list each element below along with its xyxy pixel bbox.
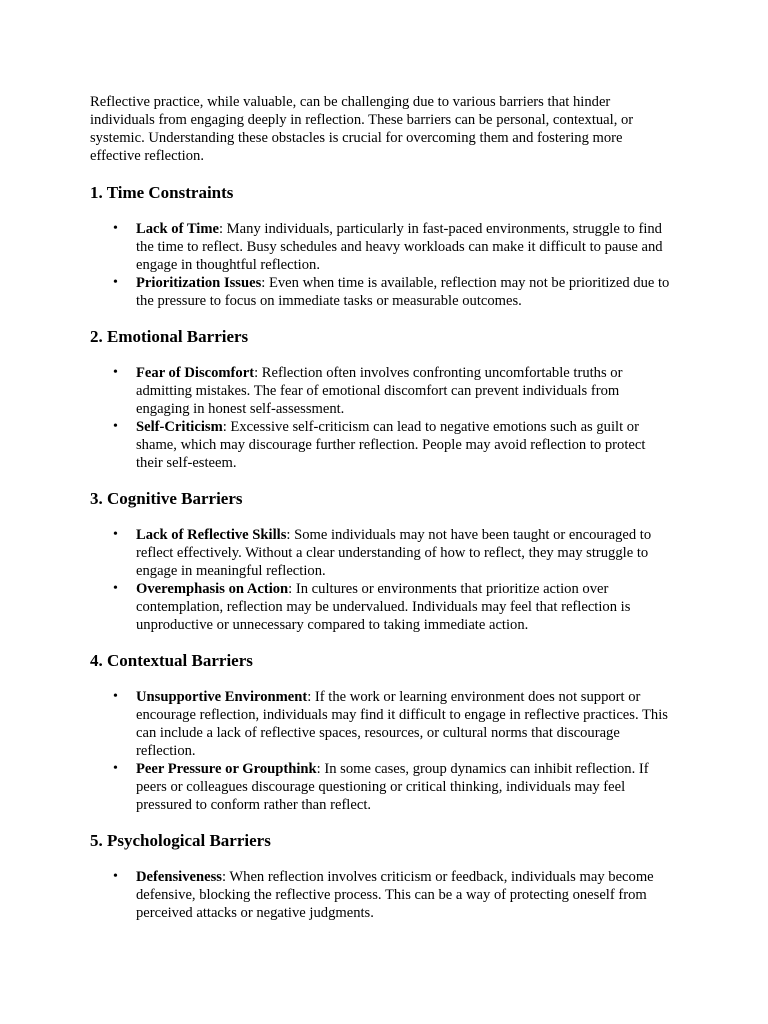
bullet-icon: • xyxy=(113,526,118,542)
bullet-list xyxy=(90,688,672,814)
list-item xyxy=(113,364,672,418)
list-item xyxy=(113,688,672,760)
bullet-list xyxy=(90,364,672,472)
item-text: : If the work or learning environment does not support or encourage reflection, individuals may find it difficult to engage in reflective practices. This can include a lack of reflective spaces, resources, or cultural norms that discourage reflection. xyxy=(136,688,668,759)
bullet-icon: • xyxy=(113,274,118,290)
bullet-icon: • xyxy=(113,760,118,776)
item-term: Lack of Time xyxy=(136,220,219,237)
item-text: : In cultures or environments that prioritize action over contemplation, reflection may be undervalued. Individuals may feel that reflection is unproductive or unnecessary compared to taking immediate action. xyxy=(136,580,631,633)
item-term: Overemphasis on Action xyxy=(136,580,289,597)
item-text: : Many individuals, particularly in fast-paced environments, struggle to find the time to reflect. Busy schedules and heavy workloads can make it difficult to pause and engage in thoughtful reflection. xyxy=(136,220,663,273)
bullet-icon: • xyxy=(113,868,118,884)
section-heading-contextual-barriers: 4. Contextual Barriers xyxy=(90,650,253,670)
bullet-list xyxy=(90,526,672,634)
bullet-icon: • xyxy=(113,688,118,704)
section-heading-cognitive-barriers: 3. Cognitive Barriers xyxy=(90,488,243,508)
list-item xyxy=(113,274,672,310)
list-item xyxy=(113,580,672,634)
bullet-list xyxy=(90,220,672,310)
item-term: Self-Criticism xyxy=(136,418,223,435)
list-item xyxy=(113,760,672,814)
list-item xyxy=(113,418,672,472)
item-text: : When reflection involves criticism or feedback, individuals may become defensive, blocking the reflective process. This can be a way of protecting oneself from perceived attacks or negative judgments. xyxy=(136,868,654,921)
bullet-icon: • xyxy=(113,364,118,380)
item-text: : Even when time is available, reflection may not be prioritized due to the pressure to focus on immediate tasks or measurable outcomes. xyxy=(136,274,670,309)
section-heading-time-constraints: 1. Time Constraints xyxy=(90,182,234,202)
list-item xyxy=(113,220,672,274)
item-text: : Reflection often involves confronting uncomfortable truths or admitting mistakes. The fear of emotional discomfort can prevent individuals from engaging in honest self-assessment. xyxy=(136,364,623,417)
item-term: Peer Pressure or Groupthink xyxy=(136,760,317,777)
item-term: Prioritization Issues xyxy=(136,274,262,291)
section-heading-psychological-barriers: 5. Psychological Barriers xyxy=(90,830,271,850)
bullet-icon: • xyxy=(113,580,118,596)
item-term: Lack of Reflective Skills xyxy=(136,526,287,543)
intro-paragraph: Reflective practice, while valuable, can be challenging due to various barriers that hinder individuals from engaging deeply in reflection. These barriers can be personal, contextual, or systemic. Understanding these obstacles is crucial for overcoming them and fostering more effective reflection. xyxy=(90,94,634,164)
list-item xyxy=(113,868,672,922)
item-text: : Some individuals may not have been taught or encouraged to reflect effectively. Without a clear understanding of how to reflect, they may struggle to engage in meaningful reflection. xyxy=(136,526,652,579)
item-term: Fear of Discomfort xyxy=(136,364,255,381)
item-text: : In some cases, group dynamics can inhibit reflection. If peers or colleagues discourage questioning or critical thinking, individuals may feel pressured to conform rather than reflect. xyxy=(136,760,649,813)
bullet-list xyxy=(90,868,672,922)
item-term: Defensiveness xyxy=(136,868,222,885)
bullet-icon: • xyxy=(113,418,118,434)
bullet-icon: • xyxy=(113,220,118,236)
section-heading-emotional-barriers: 2. Emotional Barriers xyxy=(90,326,249,346)
list-item xyxy=(113,526,672,580)
item-text: : Excessive self-criticism can lead to negative emotions such as guilt or shame, which may discourage further reflection. People may avoid reflection to protect their self-esteem. xyxy=(136,418,646,471)
item-term: Unsupportive Environment xyxy=(136,688,308,705)
